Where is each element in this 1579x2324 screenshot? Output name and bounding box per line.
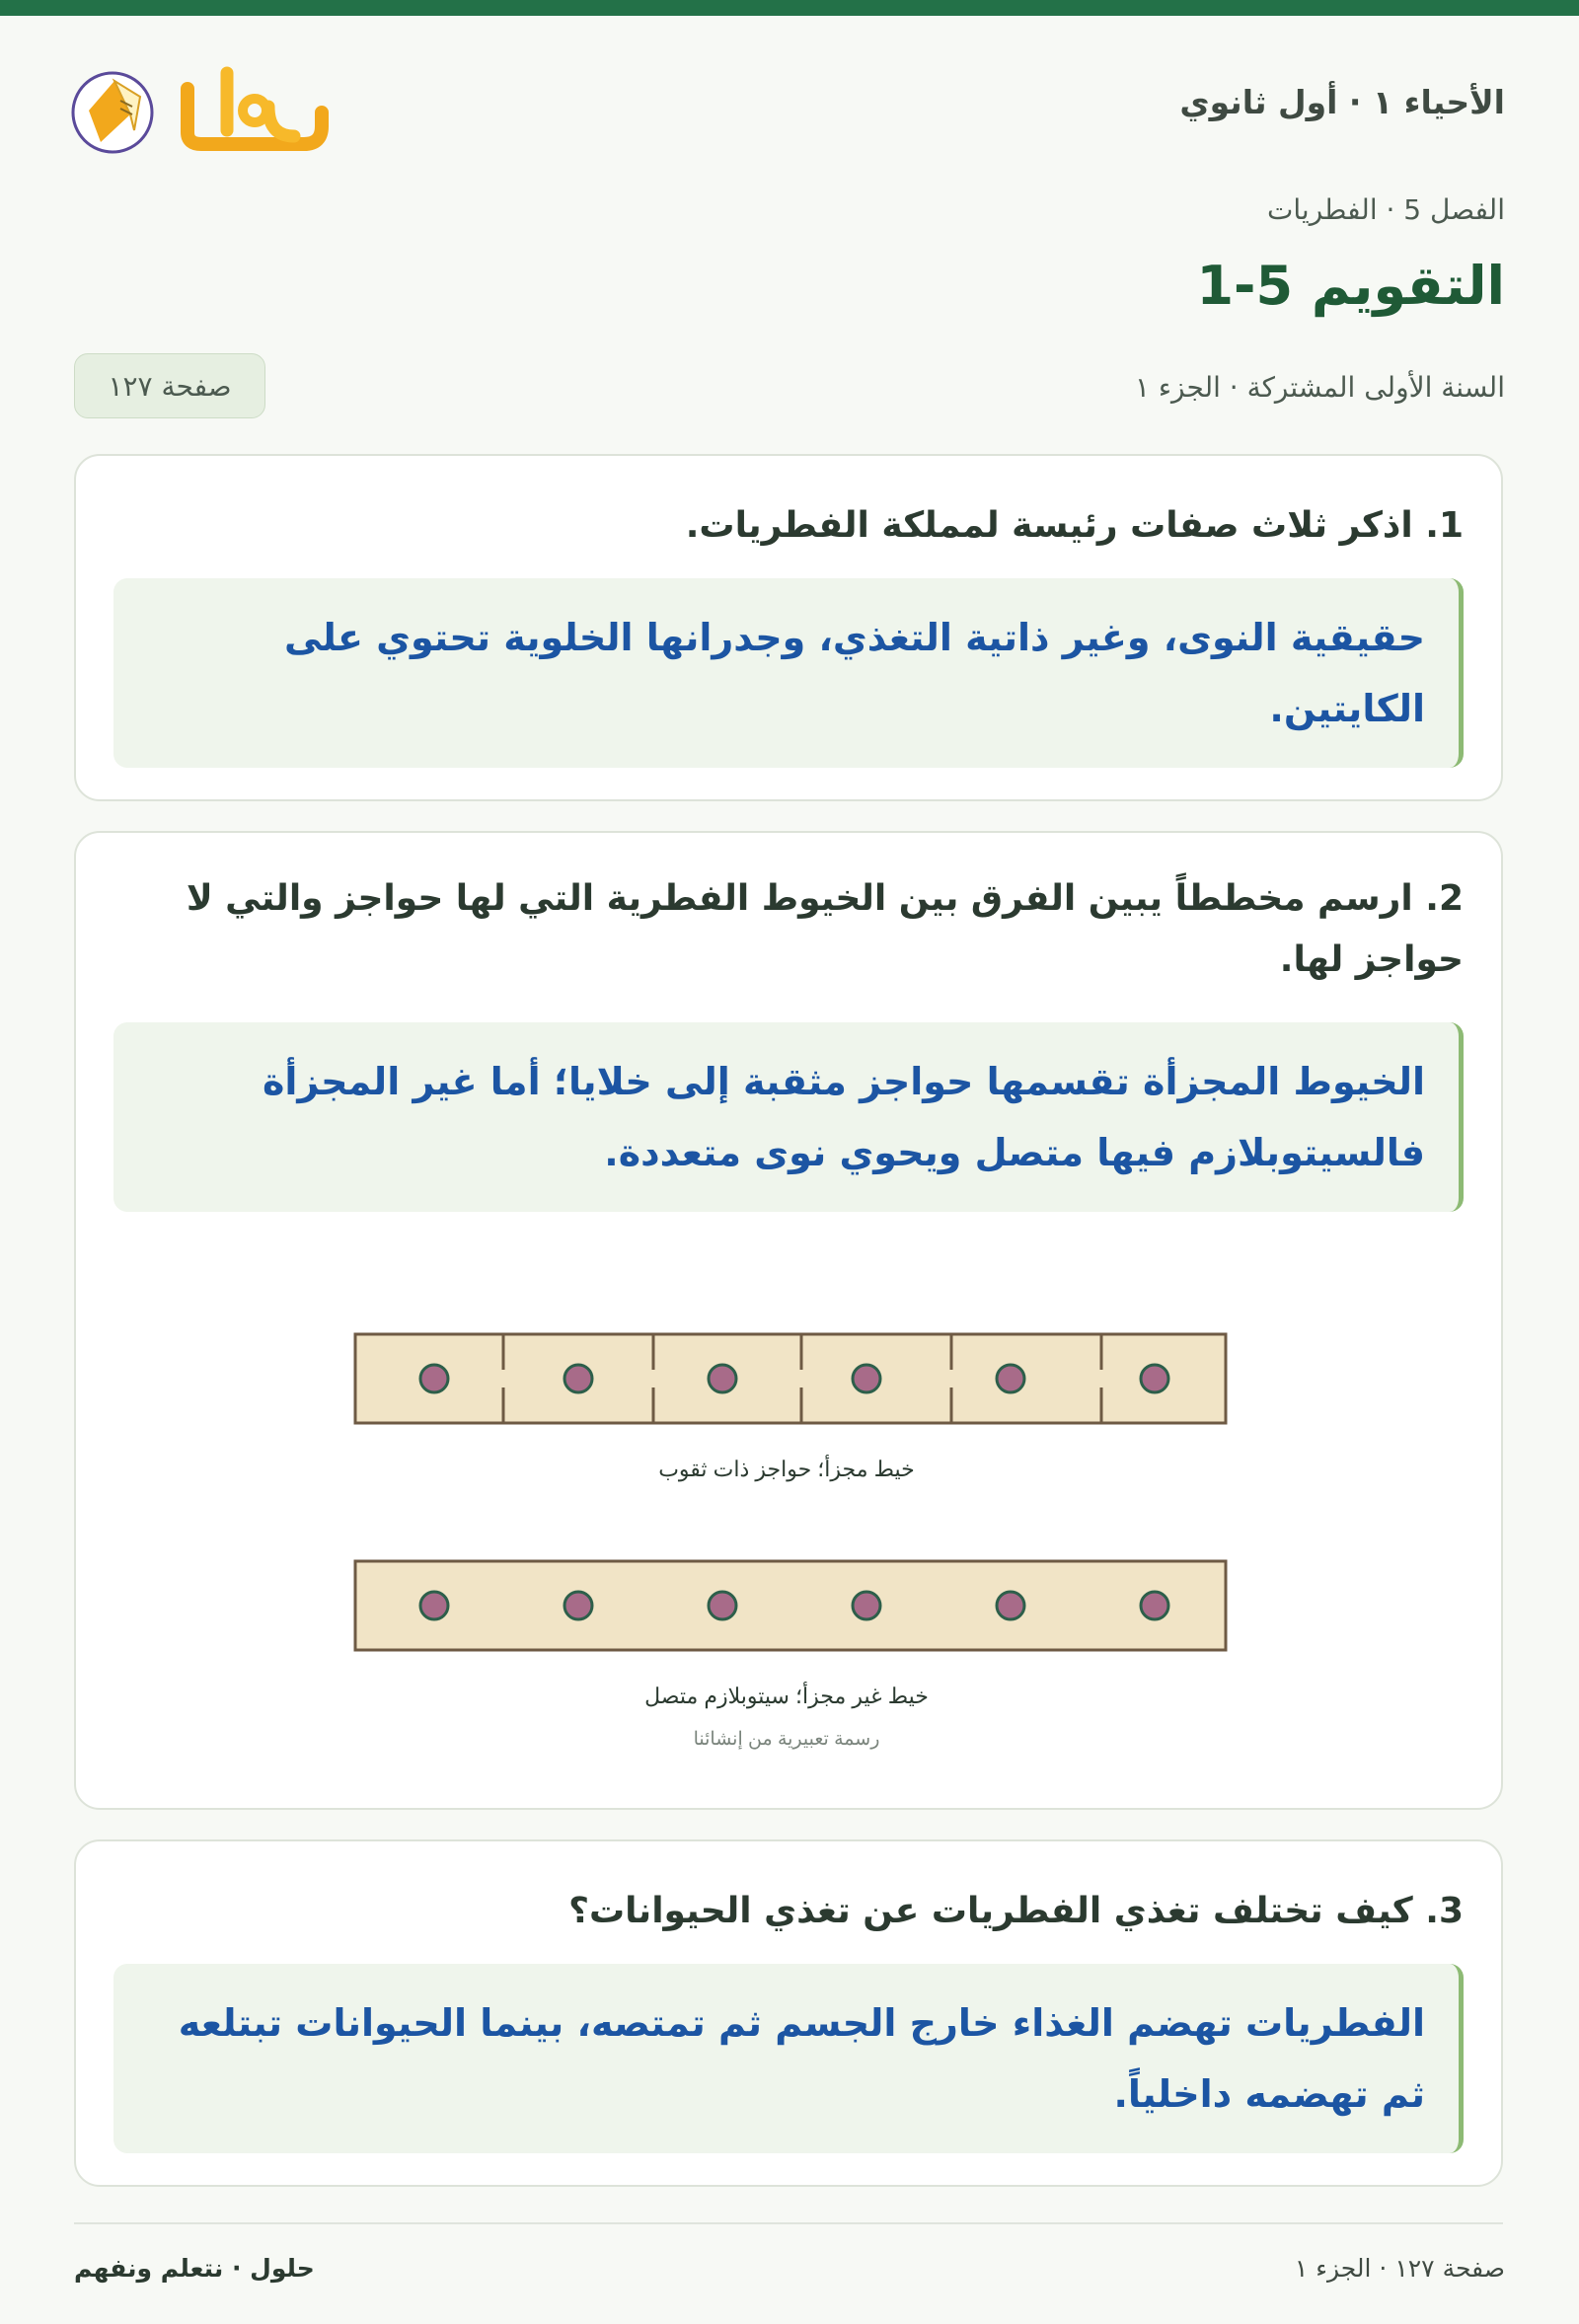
answer-box: حقيقية النوى، وغير ذاتية التغذي، وجدرانها الخلوية تحتوي على الكايتين. xyxy=(113,578,1464,768)
question-text: 1. اذكر ثلاث صفات رئيسة لمملكة الفطريات. xyxy=(685,505,1464,546)
nucleus xyxy=(853,1365,880,1392)
course-label: السنة الأولى المشتركة · الجزء ١ xyxy=(1134,371,1505,404)
brand-logo[interactable] xyxy=(71,51,338,162)
question-card-2 xyxy=(74,831,1503,1810)
aseptate-hypha xyxy=(355,1561,1226,1650)
septate-hypha xyxy=(355,1334,1226,1423)
answer-box: الخيوط المجزأة تقسمها حواجز مثقبة إلى خلايا؛ أما غير المجزأة فالسيتوبلازم فيها متصل ويحوي نوى متعددة. xyxy=(113,1022,1464,1212)
footer-divider xyxy=(74,2222,1503,2224)
nucleus xyxy=(709,1592,736,1619)
subject-title: الأحياء ١ · أول ثانوي xyxy=(1179,83,1505,121)
nucleus xyxy=(564,1592,592,1619)
question-text: 2. ارسم مخططاً يبين الفرق بين الخيوط الفطرية التي لها حواجز والتي لا حواجز لها. xyxy=(186,878,1464,980)
question-text: 3. كيف تختلف تغذي الفطريات عن تغذي الحيوانات؟ xyxy=(568,1891,1464,1931)
top-accent-bar xyxy=(0,0,1579,16)
brand-wordmark xyxy=(188,73,322,144)
question-card-1 xyxy=(74,454,1503,801)
hyphae-diagram xyxy=(76,833,1501,1808)
nucleus xyxy=(853,1592,880,1619)
nucleus xyxy=(1141,1365,1168,1392)
page-badge: صفحة ١٢٧ xyxy=(74,353,265,418)
footer-page-info: صفحة ١٢٧ · الجزء ١ xyxy=(1294,2254,1505,2283)
diagram-caption: رسمة تعبيرية من إنشائنا xyxy=(693,1729,880,1750)
chapter-label: الفصل 5 · الفطريات xyxy=(1267,193,1505,226)
nucleus xyxy=(997,1592,1024,1619)
brand-name: حلول xyxy=(263,157,268,159)
footer-brand: حلول · نتعلم ونفهم xyxy=(74,2254,315,2283)
nucleus xyxy=(997,1365,1024,1392)
answer-box: الفطريات تهضم الغذاء خارج الجسم ثم تمتصه، بينما الحيوانات تبتلعه ثم تهضمه داخلياً. xyxy=(113,1964,1464,2153)
nucleus xyxy=(564,1365,592,1392)
nucleus xyxy=(709,1365,736,1392)
page-title: التقويم 5-1 xyxy=(1196,255,1505,317)
question-card-3 xyxy=(74,1839,1503,2187)
nucleus xyxy=(1141,1592,1168,1619)
book-pen-icon xyxy=(73,73,152,152)
aseptate-label: خيط غير مجزأ؛ سيتوبلازم متصل xyxy=(644,1684,929,1708)
hypha-wall xyxy=(355,1561,1226,1650)
hypha-wall xyxy=(355,1334,1226,1423)
nucleus xyxy=(420,1365,448,1392)
septate-label: خيط مجزأ؛ حواجز ذات ثقوب xyxy=(658,1457,915,1481)
nucleus xyxy=(420,1592,448,1619)
